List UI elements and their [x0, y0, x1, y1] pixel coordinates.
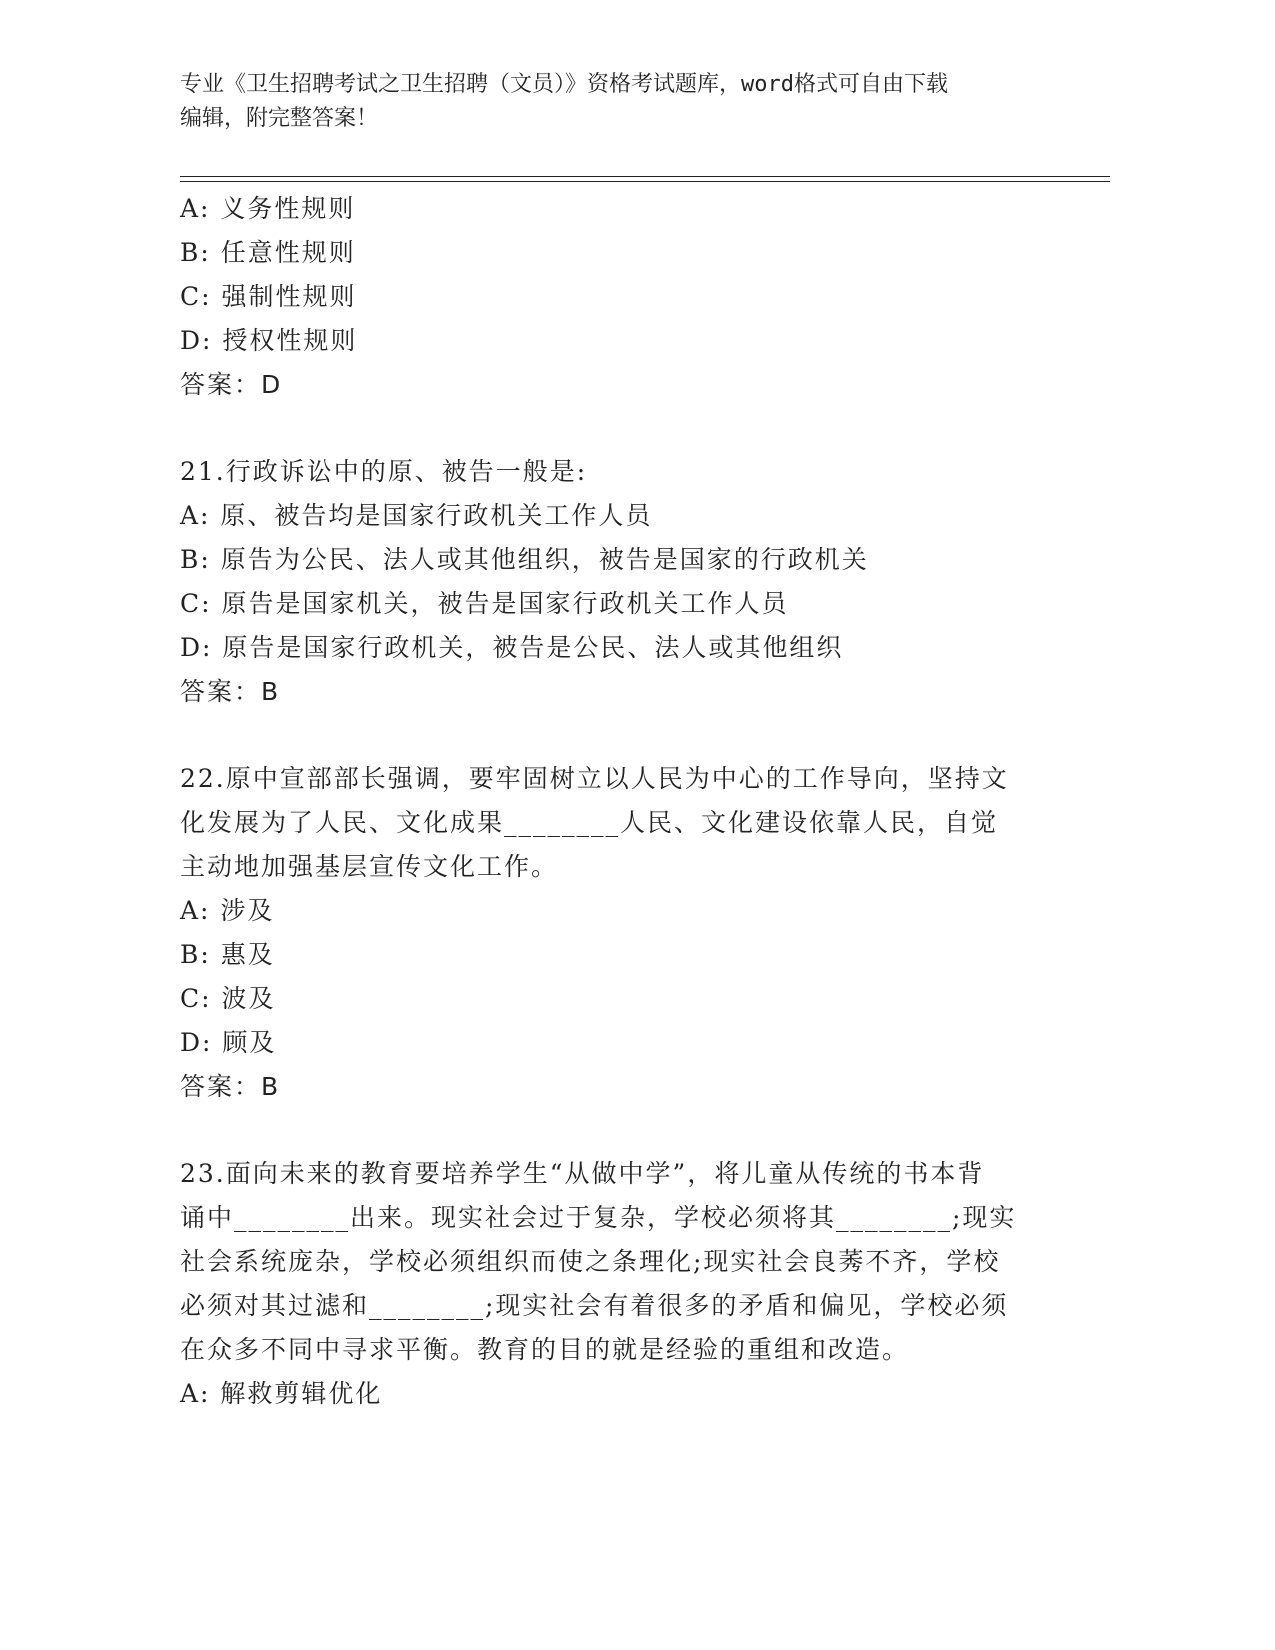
q22-question-line-3: 主动地加强基层宣传文化工作。 — [180, 852, 559, 881]
q21-option-a: A: 原、被告均是国家行政机关工作人员 — [180, 501, 653, 530]
question-22 — [180, 757, 1080, 1109]
q22-option-a: A: 涉及 — [180, 896, 275, 925]
q23-option-a: A: 解救剪辑优化 — [180, 1379, 383, 1408]
header-line-2: 编辑，附完整答案！ — [180, 106, 379, 131]
q20-option-d: D: 授权性规则 — [180, 326, 358, 355]
q20-option-a: A: 义务性规则 — [180, 194, 356, 223]
q23-question-line-1: 23.面向未来的教育要培养学生“从做中学”，将儿童从传统的书本背 — [180, 1159, 985, 1188]
q21-question: 21.行政诉讼中的原、被告一般是: — [180, 457, 588, 486]
document-header — [180, 68, 1080, 136]
q22-answer: 答案：B — [180, 1072, 281, 1101]
spacer — [180, 1109, 1080, 1152]
q22-question-line-2: 化发展为了人民、文化成果________人民、文化建设依靠人民，自觉 — [180, 808, 999, 837]
q22-question-line-1: 22.原中宣部部长强调，要牢固树立以人民为中心的工作导向，坚持文 — [180, 764, 1009, 793]
q20-answer: 答案：D — [180, 370, 283, 399]
question-23 — [180, 1152, 1080, 1416]
q23-question-line-4: 必须对其过滤和________;现实社会有着很多的矛盾和偏见，学校必须 — [180, 1291, 1009, 1320]
q21-option-b: B: 原告为公民、法人或其他组织，被告是国家的行政机关 — [180, 545, 869, 574]
q23-question-line-5: 在众多不同中寻求平衡。教育的目的就是经验的重组和改造。 — [180, 1335, 910, 1364]
q21-option-c: C: 原告是国家机关，被告是国家行政机关工作人员 — [180, 589, 789, 618]
header-divider-top — [180, 176, 1110, 177]
q22-option-b: B: 惠及 — [180, 940, 275, 969]
spacer — [180, 714, 1080, 757]
spacer — [180, 407, 1080, 450]
q22-option-c: C: 波及 — [180, 984, 276, 1013]
q23-question-line-2: 诵中________出来。现实社会过于复杂，学校必须将其________;现实 — [180, 1203, 1017, 1232]
q20-option-b: B: 任意性规则 — [180, 238, 356, 267]
q21-answer: 答案：B — [180, 677, 281, 706]
q21-option-d: D: 原告是国家行政机关，被告是公民、法人或其他组织 — [180, 633, 844, 662]
question-20 — [180, 187, 1080, 407]
document-page — [180, 0, 1110, 1650]
question-21 — [180, 450, 1080, 714]
q22-option-d: D: 顾及 — [180, 1028, 277, 1057]
header-line-1: 专业《卫生招聘考试之卫生招聘（文员）》资格考试题库，word格式可自由下载 — [180, 72, 948, 97]
q20-option-c: C: 强制性规则 — [180, 282, 357, 311]
header-divider-bottom — [180, 181, 1110, 182]
q23-question-line-3: 社会系统庞杂，学校必须组织而使之条理化;现实社会良莠不齐，学校 — [180, 1247, 1001, 1276]
document-content — [180, 187, 1080, 1416]
